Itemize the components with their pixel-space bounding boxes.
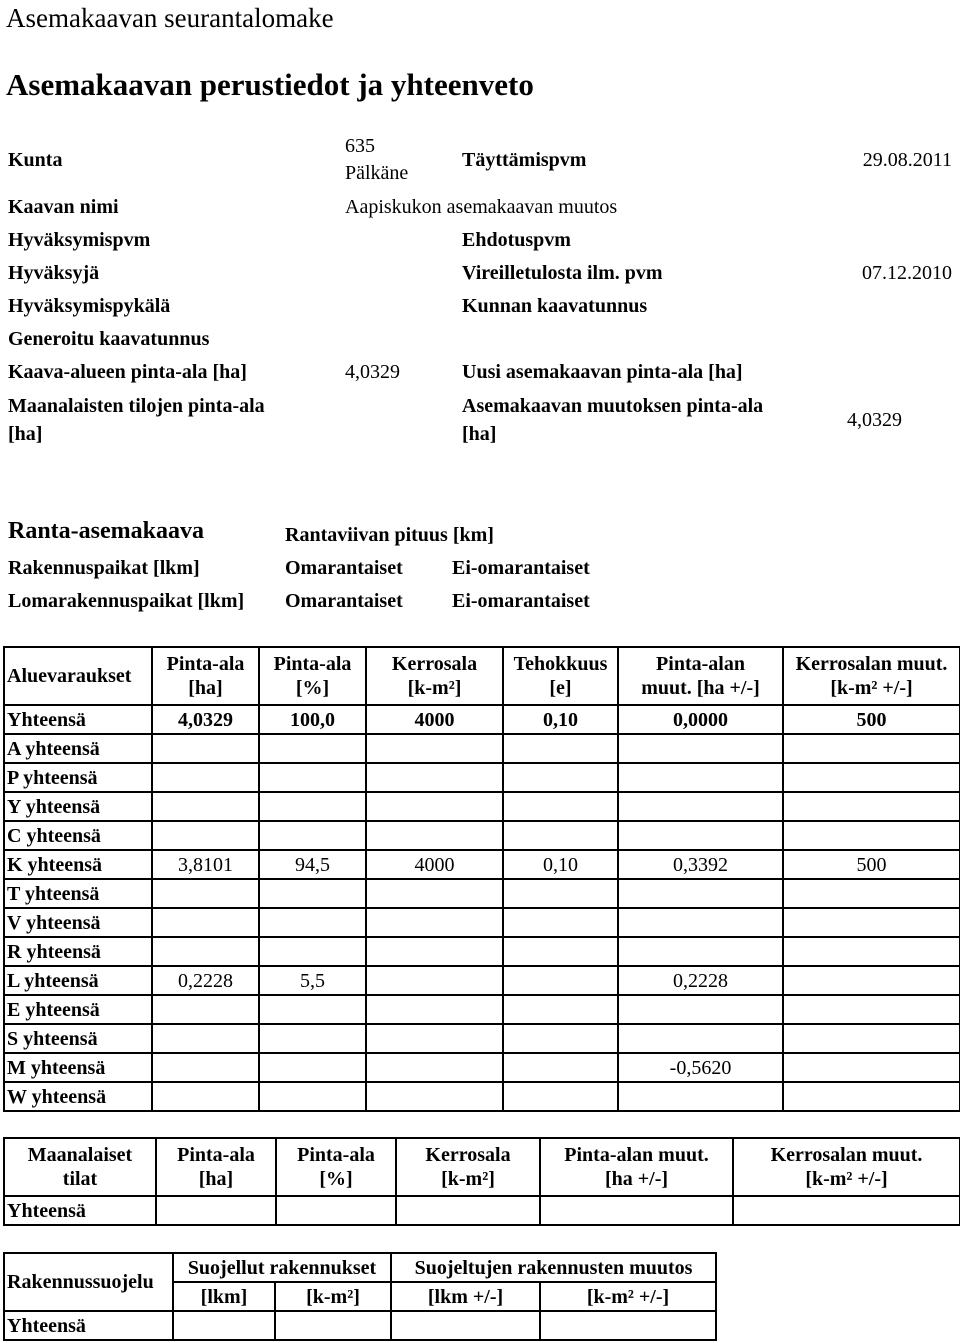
document-title: Asemakaavan seurantalomake bbox=[6, 3, 334, 33]
cell-muut-ha bbox=[618, 995, 783, 1024]
cell-muut-km bbox=[783, 908, 960, 937]
cell-kerrosala bbox=[366, 1082, 503, 1111]
cell-kerrosala: 4000 bbox=[366, 850, 503, 879]
suojelu-sub-km2-muut: [k-m² +/-] bbox=[540, 1282, 716, 1311]
vireille-value: 07.12.2010 bbox=[862, 262, 952, 284]
cell-pct bbox=[259, 763, 366, 792]
kunnan-kaavatunnus-label: Kunnan kaavatunnus bbox=[462, 295, 648, 317]
cell-ha bbox=[152, 879, 259, 908]
row-label: M yhteensä bbox=[4, 1053, 152, 1082]
cell-pct bbox=[259, 1053, 366, 1082]
cell-e bbox=[503, 792, 618, 821]
cell-muut-ha bbox=[618, 1082, 783, 1111]
row-label: S yhteensä bbox=[4, 1024, 152, 1053]
cell-ha bbox=[152, 995, 259, 1024]
cell-kerrosala: 4000 bbox=[366, 705, 503, 734]
row-label: E yhteensä bbox=[4, 995, 152, 1024]
cell-muut-ha bbox=[618, 792, 783, 821]
kunta-code: 635 bbox=[345, 135, 375, 157]
muutos-pinta-ala-label: Asemakaavan muutoksen pinta-ala bbox=[462, 395, 764, 417]
row-label: T yhteensä bbox=[4, 879, 152, 908]
aluevaraukset-table bbox=[3, 646, 960, 1112]
cell-muut-ha bbox=[618, 1024, 783, 1053]
table-row bbox=[4, 879, 960, 908]
maanalaiset-total-row bbox=[4, 1196, 960, 1225]
kaavan-nimi-value: Aapiskukon asemakaavan muutos bbox=[345, 196, 618, 218]
cell-pct: 94,5 bbox=[259, 850, 366, 879]
table-row bbox=[4, 792, 960, 821]
cell-ha bbox=[152, 792, 259, 821]
suojelu-total-label: Yhteensä bbox=[4, 1311, 173, 1340]
ranta-title: Ranta-asemakaava bbox=[8, 518, 204, 544]
cell-muut-ha bbox=[618, 908, 783, 937]
cell-muut-km: 500 bbox=[783, 705, 960, 734]
kunta-name: Pälkäne bbox=[345, 162, 409, 184]
cell-muut-km bbox=[783, 1053, 960, 1082]
cell-pct bbox=[259, 995, 366, 1024]
suojelu-sub-km2: [k-m²] bbox=[275, 1282, 391, 1311]
suojelu-header-suojellut: Suojellut rakennukset bbox=[173, 1253, 391, 1282]
alue-pinta-ala-label: Kaava-alueen pinta-ala [ha] bbox=[8, 361, 247, 383]
table-row bbox=[4, 705, 960, 734]
cell-muut-km bbox=[783, 792, 960, 821]
maanalaiset-table bbox=[3, 1137, 960, 1226]
cell-ha bbox=[152, 937, 259, 966]
maanalaiset-pinta-ala-unit: [ha] bbox=[8, 423, 43, 445]
header-kerrosala: Kerrosala [k-m²] bbox=[366, 647, 503, 705]
cell-muut-ha bbox=[618, 879, 783, 908]
table-row bbox=[4, 821, 960, 850]
cell-e bbox=[503, 966, 618, 995]
cell-ha bbox=[152, 1053, 259, 1082]
suojelu-header-label: Rakennussuojelu bbox=[4, 1253, 173, 1311]
maanalaiset-total-label: Yhteensä bbox=[4, 1196, 156, 1225]
rakennuspaikat-omarantaiset: Omarantaiset bbox=[285, 557, 403, 579]
table-row bbox=[4, 1024, 960, 1053]
cell-muut-ha bbox=[618, 937, 783, 966]
muutos-pinta-ala-value: 4,0329 bbox=[847, 409, 902, 431]
row-label: Y yhteensä bbox=[4, 792, 152, 821]
tayttamispvm-value: 29.08.2011 bbox=[862, 149, 952, 171]
kunta-label: Kunta bbox=[8, 149, 63, 171]
header-pinta-ala-pct: Pinta-ala [%] bbox=[259, 647, 366, 705]
rakennuspaikat-label: Rakennuspaikat [lkm] bbox=[8, 557, 200, 579]
maanalaiset-header-pinta-alan-muut: Pinta-alan muut. [ha +/-] bbox=[540, 1138, 733, 1196]
cell-muut-km bbox=[783, 995, 960, 1024]
cell-pct bbox=[259, 792, 366, 821]
cell-muut-ha: 0,3392 bbox=[618, 850, 783, 879]
cell-muut-km bbox=[783, 966, 960, 995]
cell-muut-km bbox=[783, 937, 960, 966]
cell-kerrosala bbox=[366, 763, 503, 792]
maanalaiset-pinta-ala-label: Maanalaisten tilojen pinta-ala bbox=[8, 395, 265, 417]
row-label: R yhteensä bbox=[4, 937, 152, 966]
alue-pinta-ala-value: 4,0329 bbox=[345, 361, 400, 383]
cell-kerrosala bbox=[366, 1053, 503, 1082]
header-aluevaraukset: Aluevaraukset bbox=[4, 647, 152, 705]
cell-pct bbox=[259, 1024, 366, 1053]
cell-pct bbox=[259, 1082, 366, 1111]
cell-e bbox=[503, 821, 618, 850]
hyvaksymispvm-label: Hyväksymispvm bbox=[8, 229, 151, 251]
cell-muut-ha bbox=[618, 763, 783, 792]
cell-ha bbox=[152, 763, 259, 792]
lomarakennuspaikat-ei-omarantaiset: Ei-omarantaiset bbox=[452, 590, 590, 612]
cell-kerrosala bbox=[366, 908, 503, 937]
kaavan-nimi-label: Kaavan nimi bbox=[8, 196, 119, 218]
cell-muut-ha bbox=[618, 734, 783, 763]
uusi-pinta-ala-label: Uusi asemakaavan pinta-ala [ha] bbox=[462, 361, 743, 383]
table-row bbox=[4, 763, 960, 792]
cell-muut-km: 500 bbox=[783, 850, 960, 879]
cell-e bbox=[503, 908, 618, 937]
table-row bbox=[4, 1082, 960, 1111]
cell-pct bbox=[259, 908, 366, 937]
cell-muut-km bbox=[783, 734, 960, 763]
cell-kerrosala bbox=[366, 792, 503, 821]
cell-e bbox=[503, 937, 618, 966]
maanalaiset-header-tilat: Maanalaiset tilat bbox=[4, 1138, 156, 1196]
aluevaraukset-header-row bbox=[4, 647, 960, 705]
row-label: K yhteensä bbox=[4, 850, 152, 879]
cell-muut-km bbox=[783, 1082, 960, 1111]
generoitu-kaavatunnus-label: Generoitu kaavatunnus bbox=[8, 328, 210, 350]
table-row bbox=[4, 1053, 960, 1082]
cell-pct bbox=[259, 821, 366, 850]
cell-muut-km bbox=[783, 879, 960, 908]
cell-muut-km bbox=[783, 763, 960, 792]
cell-kerrosala bbox=[366, 995, 503, 1024]
lomarakennuspaikat-label: Lomarakennuspaikat [lkm] bbox=[8, 590, 245, 612]
row-label: P yhteensä bbox=[4, 763, 152, 792]
maanalaiset-header-kerrosalan-muut: Kerrosalan muut. [k-m² +/-] bbox=[733, 1138, 960, 1196]
cell-kerrosala bbox=[366, 879, 503, 908]
section-title: Asemakaavan perustiedot ja yhteenveto bbox=[6, 67, 534, 102]
rantaviiva-label: Rantaviivan pituus [km] bbox=[285, 524, 494, 546]
table-row bbox=[4, 995, 960, 1024]
pykala-label: Hyväksymispykälä bbox=[8, 295, 171, 317]
ehdotuspvm-label: Ehdotuspvm bbox=[462, 229, 571, 251]
cell-ha bbox=[152, 908, 259, 937]
cell-pct: 5,5 bbox=[259, 966, 366, 995]
suojelu-total-row bbox=[4, 1311, 716, 1340]
header-tehokkuus: Tehokkuus [e] bbox=[503, 647, 618, 705]
cell-ha bbox=[152, 734, 259, 763]
cell-e: 0,10 bbox=[503, 850, 618, 879]
cell-pct bbox=[259, 937, 366, 966]
cell-kerrosala bbox=[366, 1024, 503, 1053]
header-pinta-alan-muut: Pinta-alan muut. [ha +/-] bbox=[618, 647, 783, 705]
cell-ha: 4,0329 bbox=[152, 705, 259, 734]
cell-muut-km bbox=[783, 821, 960, 850]
table-row bbox=[4, 734, 960, 763]
row-label: L yhteensä bbox=[4, 966, 152, 995]
lomarakennuspaikat-omarantaiset: Omarantaiset bbox=[285, 590, 403, 612]
rakennuspaikat-ei-omarantaiset: Ei-omarantaiset bbox=[452, 557, 590, 579]
cell-kerrosala bbox=[366, 821, 503, 850]
cell-pct bbox=[259, 734, 366, 763]
cell-muut-ha bbox=[618, 821, 783, 850]
table-row bbox=[4, 966, 960, 995]
cell-muut-ha: -0,5620 bbox=[618, 1053, 783, 1082]
cell-pct bbox=[259, 879, 366, 908]
cell-kerrosala bbox=[366, 966, 503, 995]
muutos-pinta-ala-unit: [ha] bbox=[462, 423, 497, 445]
cell-e bbox=[503, 1082, 618, 1111]
rakennussuojelu-table bbox=[3, 1252, 717, 1341]
cell-e bbox=[503, 1024, 618, 1053]
row-label: Yhteensä bbox=[4, 705, 152, 734]
maanalaiset-header-pinta-ala-ha: Pinta-ala [ha] bbox=[156, 1138, 276, 1196]
maanalaiset-header-pinta-ala-pct: Pinta-ala [%] bbox=[276, 1138, 396, 1196]
row-label: W yhteensä bbox=[4, 1082, 152, 1111]
row-label: V yhteensä bbox=[4, 908, 152, 937]
cell-ha bbox=[152, 1024, 259, 1053]
cell-e bbox=[503, 763, 618, 792]
cell-muut-km bbox=[783, 1024, 960, 1053]
cell-kerrosala bbox=[366, 937, 503, 966]
vireille-label: Vireilletulosta ilm. pvm bbox=[462, 262, 663, 284]
cell-ha bbox=[152, 821, 259, 850]
header-pinta-ala-ha: Pinta-ala [ha] bbox=[152, 647, 259, 705]
table-row bbox=[4, 850, 960, 879]
table-row bbox=[4, 908, 960, 937]
cell-muut-ha: 0,0000 bbox=[618, 705, 783, 734]
cell-e bbox=[503, 734, 618, 763]
cell-ha bbox=[152, 1082, 259, 1111]
cell-e bbox=[503, 995, 618, 1024]
table-row bbox=[4, 937, 960, 966]
cell-e bbox=[503, 879, 618, 908]
row-label: C yhteensä bbox=[4, 821, 152, 850]
suojelu-header-muutos: Suojeltujen rakennusten muutos bbox=[391, 1253, 716, 1282]
tayttamispvm-label: Täyttämispvm bbox=[462, 149, 587, 171]
cell-muut-ha: 0,2228 bbox=[618, 966, 783, 995]
cell-ha: 3,8101 bbox=[152, 850, 259, 879]
cell-kerrosala bbox=[366, 734, 503, 763]
suojelu-sub-lkm-muut: [lkm +/-] bbox=[391, 1282, 540, 1311]
cell-e: 0,10 bbox=[503, 705, 618, 734]
cell-ha: 0,2228 bbox=[152, 966, 259, 995]
maanalaiset-header-kerrosala: Kerrosala [k-m²] bbox=[396, 1138, 540, 1196]
header-kerrosalan-muut: Kerrosalan muut. [k-m² +/-] bbox=[783, 647, 960, 705]
suojelu-sub-lkm: [lkm] bbox=[173, 1282, 275, 1311]
cell-e bbox=[503, 1053, 618, 1082]
hyvaksyja-label: Hyväksyjä bbox=[8, 262, 100, 284]
cell-pct: 100,0 bbox=[259, 705, 366, 734]
row-label: A yhteensä bbox=[4, 734, 152, 763]
